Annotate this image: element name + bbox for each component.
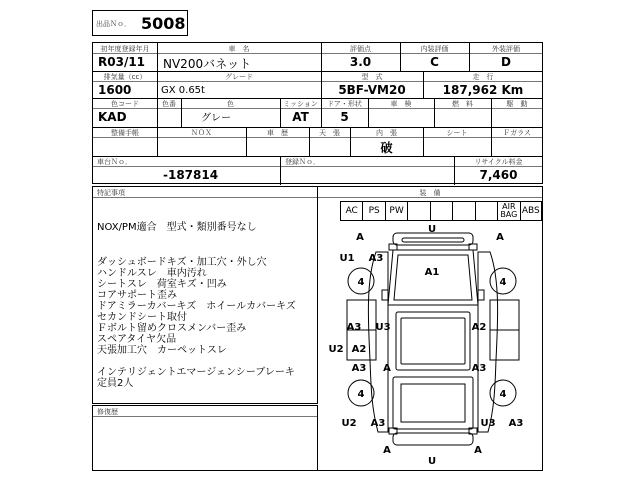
roof-lining-label: 天 張 <box>319 129 340 137</box>
equipment-label: 装 備 <box>419 189 441 197</box>
notes-line: シートスレ 荷室キズ・凹み <box>97 279 227 290</box>
color-number-label: 色番 <box>162 100 176 108</box>
notes-line: 天張加工穴 カーペットスレ <box>97 345 227 356</box>
displacement-value: 1600 <box>98 83 132 97</box>
mileage-value: 187,962 Km <box>442 83 524 97</box>
damage-mark: A2 <box>471 322 487 333</box>
recycle-fee-label: リサイクル料金 <box>474 158 523 166</box>
chassis-value: -187814 <box>163 168 219 182</box>
interior-lining-label: 内 張 <box>376 129 397 137</box>
notes-line: コアサポート歪み <box>97 290 177 301</box>
doors-value: 5 <box>340 110 349 124</box>
chassis-label: 車台Ｎｏ． <box>97 158 132 166</box>
rear-bumper <box>393 433 473 445</box>
equipment-item: AC <box>340 201 362 221</box>
damage-mark: 4 <box>357 277 365 288</box>
right-side <box>478 252 498 432</box>
equipment-item: PW <box>385 201 407 221</box>
damage-mark: A3 <box>370 418 386 429</box>
notes-extra-line: インテリジェントエマージェンシーブレーキ <box>97 367 295 378</box>
front-glass-label: Ｆガラス <box>503 129 531 137</box>
damage-mark: U3 <box>375 322 391 333</box>
damage-mark: U1 <box>339 253 355 264</box>
damage-mark: A1 <box>424 267 440 278</box>
damage-mark: A2 <box>351 344 367 355</box>
model-label: 車 名 <box>228 45 250 53</box>
damage-mark: U2 <box>341 418 357 429</box>
damage-mark: A3 <box>471 363 487 374</box>
notes-line: ダッシュボードキズ・加工穴・外し穴 <box>97 257 267 268</box>
transmission-value: AT <box>292 110 309 124</box>
notes-line: セカンドシート取付 <box>97 312 187 323</box>
damage-mark: A <box>474 445 482 456</box>
doors-label: ドア・形状 <box>327 100 362 108</box>
lot-label: 出品Ｎｏ． <box>96 20 131 28</box>
nox-label: ＮＯＸ <box>191 129 212 137</box>
damage-marks <box>328 224 523 467</box>
rear-area <box>393 377 473 429</box>
seat-label: シート <box>446 129 468 137</box>
grade-label: グレード <box>225 73 253 81</box>
color-value: グレー <box>201 113 231 124</box>
mileage-label: 走 行 <box>472 73 494 81</box>
damage-mark: A3 <box>346 322 362 333</box>
color-label: 色 <box>227 100 234 108</box>
exterior-grade-label: 外装評価 <box>492 45 520 53</box>
year-value: R03/11 <box>98 55 146 69</box>
damage-mark: A <box>383 445 391 456</box>
damage-mark: A3 <box>368 253 384 264</box>
score-label: 評価点 <box>350 45 371 53</box>
color-code-label: 色コード <box>111 100 139 108</box>
damage-mark: A3 <box>351 363 367 374</box>
damage-mark: U3 <box>480 418 496 429</box>
exterior-grade-value: D <box>501 55 511 69</box>
vehicle-outline <box>347 233 519 445</box>
history-label: 車 歴 <box>267 129 288 137</box>
notes-line: スペアタイヤ欠品 <box>97 334 177 345</box>
damage-mark: U2 <box>328 344 344 355</box>
lot-number: 5008 <box>141 14 186 33</box>
damage-mark: 4 <box>499 389 507 400</box>
model-value: NV200バネット <box>163 57 252 71</box>
fuel-label: 燃 料 <box>452 100 473 108</box>
year-label: 初年度登録年月 <box>100 45 150 53</box>
damage-mark: A <box>356 232 364 243</box>
notes-line: Ｆボルト留めクロスメンバー歪み <box>97 323 247 334</box>
roof <box>396 312 470 370</box>
damage-mark: U <box>427 456 437 467</box>
damage-mark: U <box>427 224 437 235</box>
equipment-item: ABS <box>520 201 542 221</box>
damage-mark: 4 <box>357 389 365 400</box>
model-type-label: 型 式 <box>361 73 383 81</box>
left-side <box>368 252 391 432</box>
interior-grade-label: 内装評価 <box>420 45 449 53</box>
notes-line: ハンドルスレ 車内汚れ <box>97 268 207 279</box>
interior-grade-value: C <box>430 55 439 69</box>
color-code-value: KAD <box>98 110 127 124</box>
equipment-item: PS <box>362 201 384 221</box>
interior-lining-value: 破 <box>380 141 393 155</box>
notes-line: ドアミラーカバーキズ ホイールカバーキズ <box>97 301 296 312</box>
drive-label: 駆 動 <box>506 100 528 108</box>
damage-mark: 4 <box>499 277 507 288</box>
damage-mark: A <box>496 232 504 243</box>
recycle-fee-value: 7,460 <box>479 168 518 182</box>
displacement-label: 排気量（cc） <box>103 73 147 81</box>
grade-value: GX 0.65t <box>161 85 205 96</box>
damage-mark: A <box>383 363 391 374</box>
registration-label: 登録Ｎｏ． <box>285 158 320 166</box>
inspection-label: 車 検 <box>390 100 412 108</box>
notes-label: 特記事項 <box>97 189 125 197</box>
damage-mark: A3 <box>508 418 524 429</box>
model-type-value: 5BF-VM20 <box>338 83 406 97</box>
transmission-label: ミッション <box>283 100 318 108</box>
notes-first-line: NOX/PM適合 型式・類別番号なし <box>97 222 257 233</box>
score-value: 3.0 <box>349 55 372 69</box>
equipment-item: AIR BAG <box>497 201 519 221</box>
notes-extra-line: 定員2人 <box>97 378 134 389</box>
maintenance-book-label: 整備手帳 <box>111 129 139 137</box>
repair-label: 修復歴 <box>97 408 118 416</box>
